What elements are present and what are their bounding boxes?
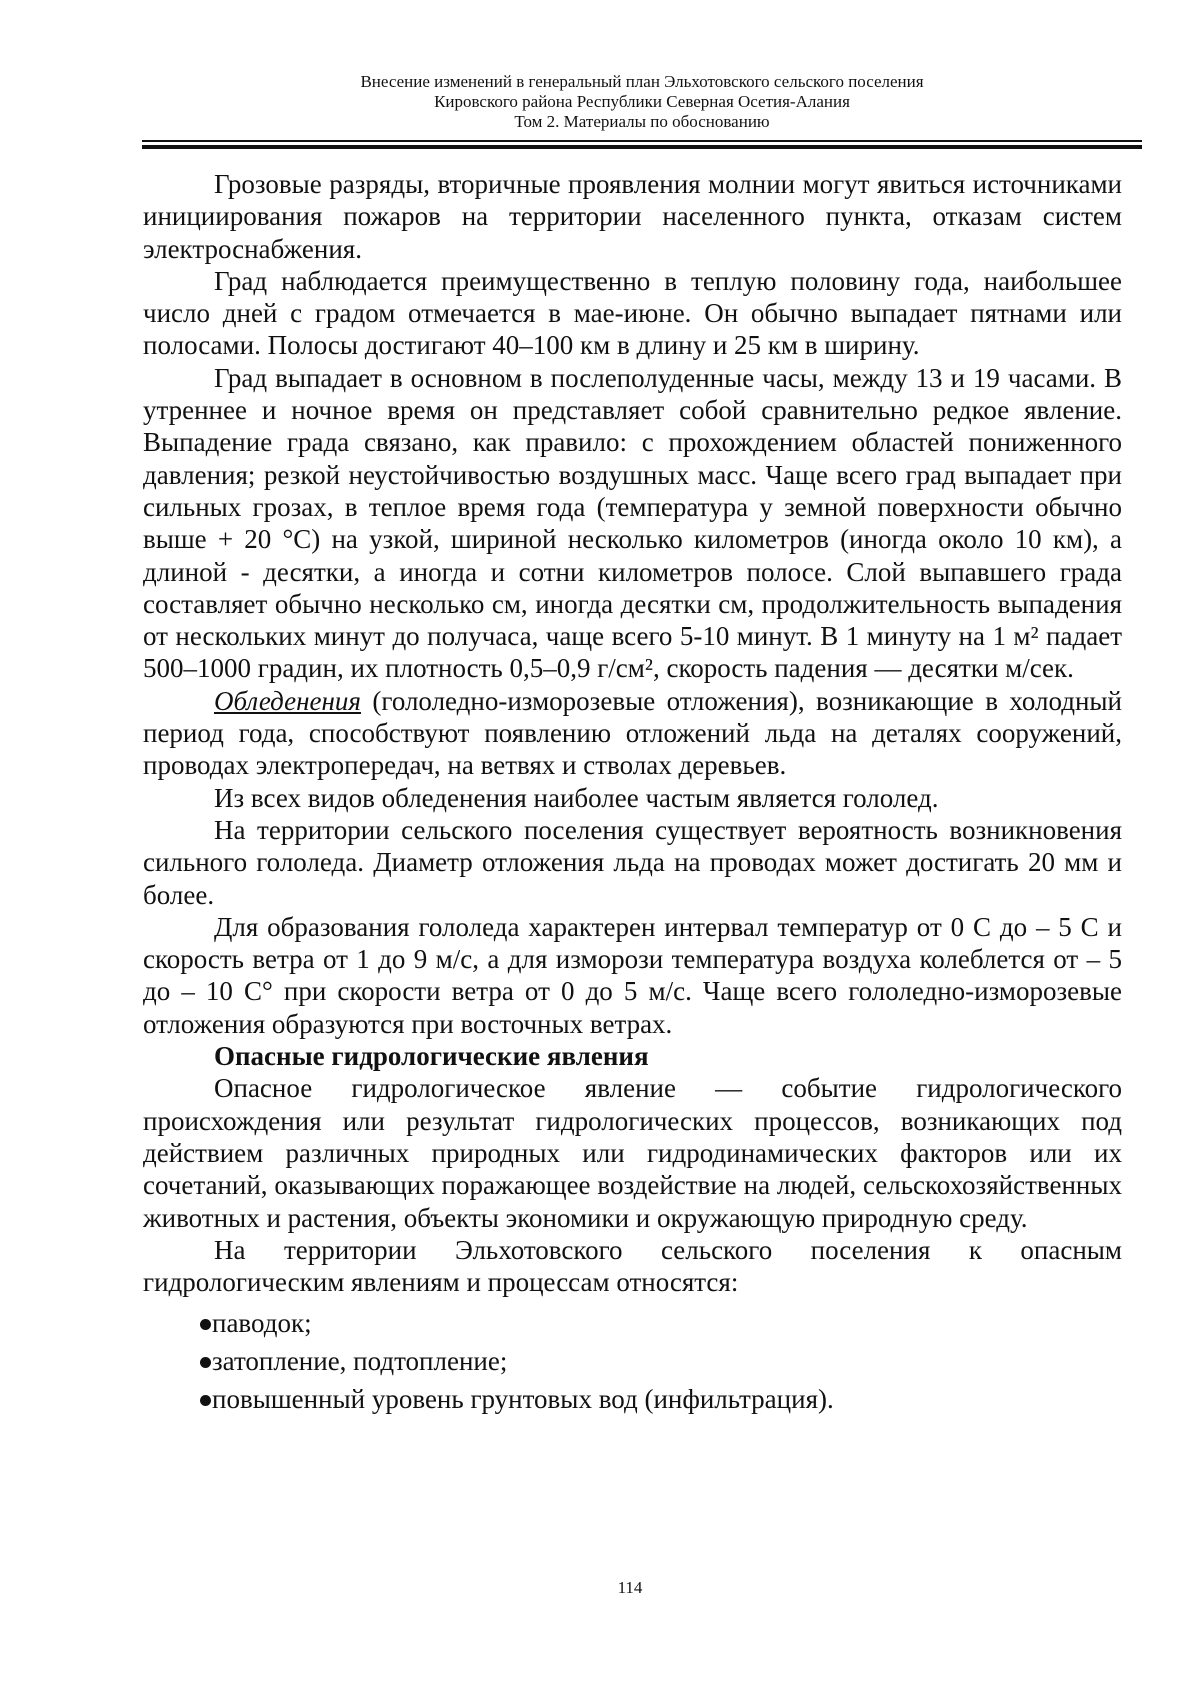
paragraph-glaze-risk: На территории сельского поселения существует вероятность возникновения сильного гололеда. Диаметр отложения льда на проводах может достигать 20 мм и более. (143, 814, 1122, 910)
paragraph-glaze-frequency: Из всех видов обледенения наиболее частым является гололед. (214, 782, 939, 813)
icing-term: Обледенения (214, 685, 361, 716)
paragraph-hail-season: Град наблюдается преимущественно в теплую половину года, наибольшее число дней с градом отмечается в мае-июне. Он обычно выпадает пятнами или полосами. Полосы достигают 40–100 км в длину и 25 км в ширину. (143, 265, 1122, 361)
section-heading: Опасные гидрологические явления (214, 1041, 649, 1072)
bullet-icon (200, 1357, 211, 1368)
paragraph-hydro-list-intro: На территории Эльхотовского сельского поселения к опасным гидрологическим явлениям и процессам относятся: (143, 1234, 1122, 1298)
running-header (142, 72, 1142, 132)
bullet-icon (200, 1395, 211, 1406)
icing-description: (гололедно-изморозевые отложения), возникающие в холодный период года, способствуют появлению отложений льда на деталях сооружений, проводах электропередач, на ветвях и стволах деревьев. (143, 685, 1122, 781)
list-item (143, 1342, 1122, 1380)
hydro-phenomena-list (143, 1304, 1122, 1418)
page-number: 114 (617, 1578, 643, 1597)
paragraph-hail-details: Град выпадает в основном в послеполуденные часы, между 13 и 19 часами. В утреннее и ночное время он представляет собой сравнительно редкое явление. Выпадение града связано, как правило: с прохождением областей пониженного давления; резкой неустойчивостью воздушных масс. Чаще всего град выпадает при сильных грозах, в теплое время года (температура у земной поверхности обычно выше + 20 °С) на узкой, шириной несколько километров (иногда около 10 км), а длиной - десятки, а иногда и сотни километров полосе. Слой выпавшего града составляет обычно несколько см, иногда десятки см, продолжительность выпадения от нескольких минут до получаса, чаще всего 5-10 минут. В 1 минуту на 1 м² падает 500–1000 градин, их плотность 0,5–0,9 г/см², скорость падения — десятки м/сек. (143, 362, 1122, 684)
paragraph-hydro-definition: Опасное гидрологическое явление — событие гидрологического происхождения или результат гидрологических процессов, возникающих под действием различных природных или гидродинамических факторов или их сочетаний, оказывающих поражающее воздействие на людей, сельскохозяйственных животных и растения, объекты экономики и окружающую природную среду. (143, 1073, 1122, 1233)
list-item-text: повышенный уровень грунтовых вод (инфильтрация). (212, 1384, 834, 1415)
list-item (143, 1304, 1122, 1342)
header-rule-thin (142, 140, 1142, 142)
paragraph-icing (143, 685, 1122, 782)
body-text (143, 168, 1122, 1418)
paragraph-thunderstorms: Грозовые разряды, вторичные проявления молнии могут явиться источниками инициирования пожаров на территории населенного пункта, отказам систем электроснабжения. (143, 169, 1122, 264)
list-item-text: паводок; (212, 1308, 312, 1339)
bullet-icon (200, 1319, 211, 1330)
header-line-3: Том 2. Материалы по обоснованию (514, 112, 770, 131)
header-rule-thick (142, 145, 1142, 149)
list-item (143, 1380, 1122, 1418)
paragraph-glaze-conditions: Для образования гололеда характерен интервал температур от 0 С до – 5 С и скорость ветра от 1 до 9 м/с, а для изморози температура воздуха колеблется от – 5 до – 10 С° при скорости ветра от 0 до 5 м/с. Чаще всего гололедно-изморозевые отложения образуются при восточных ветрах. (143, 911, 1122, 1039)
header-line-1: Внесение изменений в генеральный план Эльхотовского сельского поселения (360, 72, 924, 91)
header-line-2: Кировского района Республики Северная Осетия-Алания (434, 92, 850, 111)
list-item-text: затопление, подтопление; (212, 1346, 508, 1377)
